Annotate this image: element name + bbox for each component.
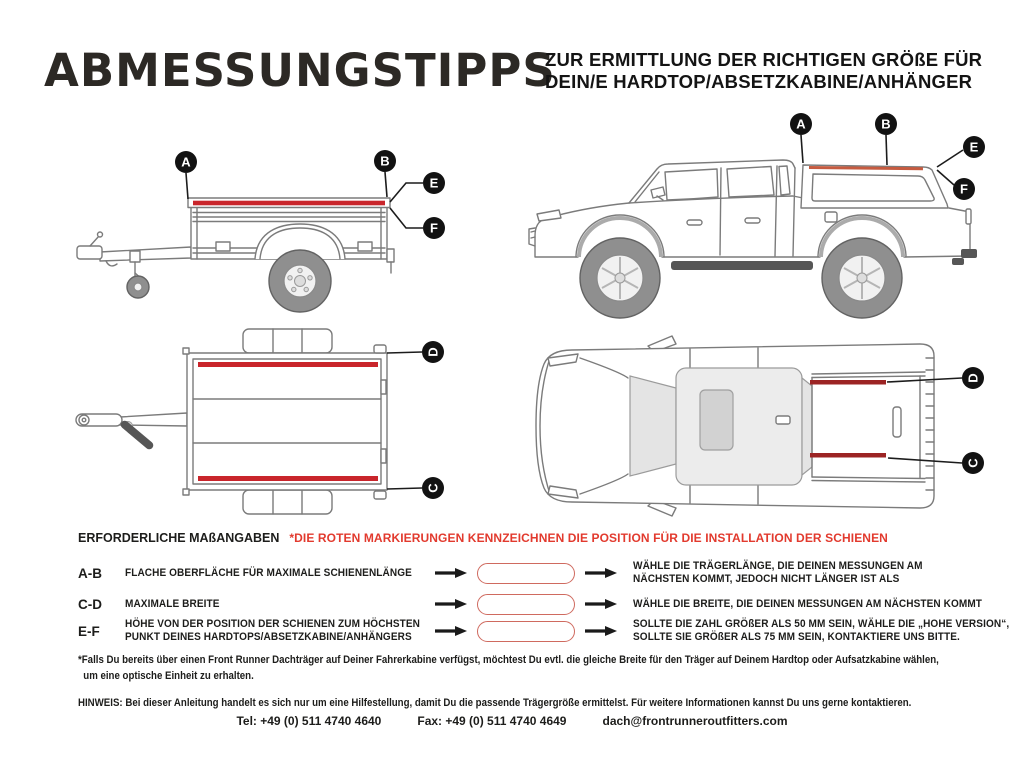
arrow-right-icon: [584, 567, 618, 579]
red-markings-note: *DIE ROTEN MARKIERUNGEN KENNZEICHNEN DIE POSITION FÜR DIE INSTALLATION DER SCHIENEN: [289, 531, 888, 545]
marker-d-icon: [962, 367, 984, 389]
truck-top-glass-roof: [630, 368, 812, 485]
svg-text:F: F: [430, 220, 438, 236]
marker-e-icon: [963, 136, 985, 158]
page-subtitle: [545, 49, 982, 93]
marker-a-icon: [790, 113, 812, 135]
measure-code: E-F: [78, 623, 100, 639]
footer-fax: Fax: +49 (0) 511 4740 4649: [417, 714, 567, 728]
trailer-drawbar: [77, 232, 191, 280]
measure-code: A-B: [78, 565, 102, 581]
trailer-jockey-wheel: [127, 276, 149, 298]
marker-f-icon: [423, 217, 445, 239]
marker-c-icon: [422, 477, 444, 499]
marker-d-icon: [422, 341, 444, 363]
measurements-heading: ERFORDERLICHE MAßANGABEN: [78, 531, 280, 545]
truck-rear-wheel: [822, 238, 902, 318]
svg-text:D: D: [965, 373, 981, 383]
rail-marking-trailer-top-d: [198, 362, 378, 367]
svg-text:D: D: [425, 347, 441, 357]
footer-email: dach@frontrunneroutfitters.com: [602, 714, 788, 728]
svg-text:C: C: [965, 458, 981, 468]
subtitle-line-1: ZUR ERMITTLUNG DER RICHTIGEN GRÖßE FÜR: [545, 49, 983, 70]
measure-row-ab: [78, 558, 944, 588]
truck-side-view-diagram: [525, 108, 1005, 320]
rail-marking-truck-top-d: [810, 380, 886, 385]
marker-a-icon: [175, 151, 197, 173]
measure-code: C-D: [78, 596, 102, 612]
svg-text:E: E: [429, 175, 439, 191]
truck-top-view-diagram: [530, 328, 1005, 525]
trailer-top-bed: [183, 345, 387, 499]
measurement-input-pill: [477, 563, 575, 584]
arrow-right-icon: [434, 625, 468, 637]
footer-tel: Tel: +49 (0) 511 4740 4640: [236, 714, 382, 728]
measure-markers-trailer-top: [387, 341, 444, 499]
page-title: ABMESSUNGSTIPPS: [44, 44, 556, 97]
svg-text:B: B: [881, 116, 891, 132]
marker-b-icon: [374, 150, 396, 172]
measurements-heading-row: [78, 531, 888, 545]
marker-b-icon: [875, 113, 897, 135]
marker-c-icon: [962, 452, 984, 474]
svg-text:F: F: [960, 181, 968, 197]
rail-marking-truck-top-c: [810, 453, 886, 458]
rail-marking-trailer-side: [193, 201, 385, 206]
measure-description: HÖHE VON DER POSITION DER SCHIENEN ZUM HÖCHSTEN PUNKT DEINES HARDTOPS/ABSETZKABINE/ANHÄNGERS: [125, 618, 421, 643]
arrow-right-icon: [584, 625, 618, 637]
arrow-right-icon: [434, 598, 468, 610]
measure-result: WÄHLE DIE BREITE, DIE DEINEN MESSUNGEN AM NÄCHSTEN KOMMT: [633, 597, 983, 610]
rail-marking-trailer-top-c: [198, 476, 378, 481]
measure-row-ef: [78, 613, 1024, 649]
svg-text:A: A: [181, 154, 191, 170]
trailer-wheel: [269, 250, 331, 312]
arrow-right-icon: [434, 567, 468, 579]
measure-description: FLACHE OBERFLÄCHE FÜR MAXIMALE SCHIENENLÄNGE: [125, 566, 412, 579]
arrow-right-icon: [584, 598, 618, 610]
svg-text:B: B: [380, 153, 390, 169]
trailer-top-view-diagram: [40, 325, 470, 525]
hinweis-note: HINWEIS: Bei dieser Anleitung handelt es sich nur um eine Hilfestellung, damit Du die passende Trägergröße ermittelst. Für weitere Informationen kannst Du uns gerne kontaktieren.: [78, 697, 912, 709]
truck-front-wheel: [580, 238, 660, 318]
measurement-input-pill: [477, 621, 575, 642]
footnote-asterisk: *Falls Du bereits über einen Front Runner Dachträger auf Deiner Fahrerkabine verfügst, möchtest Du evtl. die gleiche Breite für den Träger auf Deinem Hardtop oder Aufsatzkabine wählen, um eine optische Einheit zu erhalten.: [78, 654, 939, 682]
svg-text:A: A: [796, 116, 806, 132]
subtitle-line-2: DEIN/E HARDTOP/ABSETZKABINE/ANHÄNGER: [545, 71, 973, 92]
measurement-input-pill: [477, 594, 575, 615]
measure-result: SOLLTE DIE ZAHL GRÖßER ALS 50 MM SEIN, WÄHLE DIE „HOHE VERSION“, SOLLTE SIE GRÖßER ALS 75 MM SEIN, KONTAKTIERE UNS BITTE.: [633, 618, 1010, 643]
contact-footer: [0, 714, 1024, 728]
measure-description: MAXIMALE BREITE: [125, 597, 220, 610]
measure-result: WÄHLE DIE TRÄGERLÄNGE, DIE DEINEN MESSUNGEN AM NÄCHSTEN KOMMT, JEDOCH NICHT LÄNGER IST ALS: [633, 560, 923, 585]
trailer-side-view-diagram: [40, 115, 470, 320]
truck-canopy: [801, 165, 948, 208]
svg-text:E: E: [969, 139, 979, 155]
svg-text:C: C: [425, 483, 441, 493]
marker-e-icon: [423, 172, 445, 194]
marker-f-icon: [953, 178, 975, 200]
